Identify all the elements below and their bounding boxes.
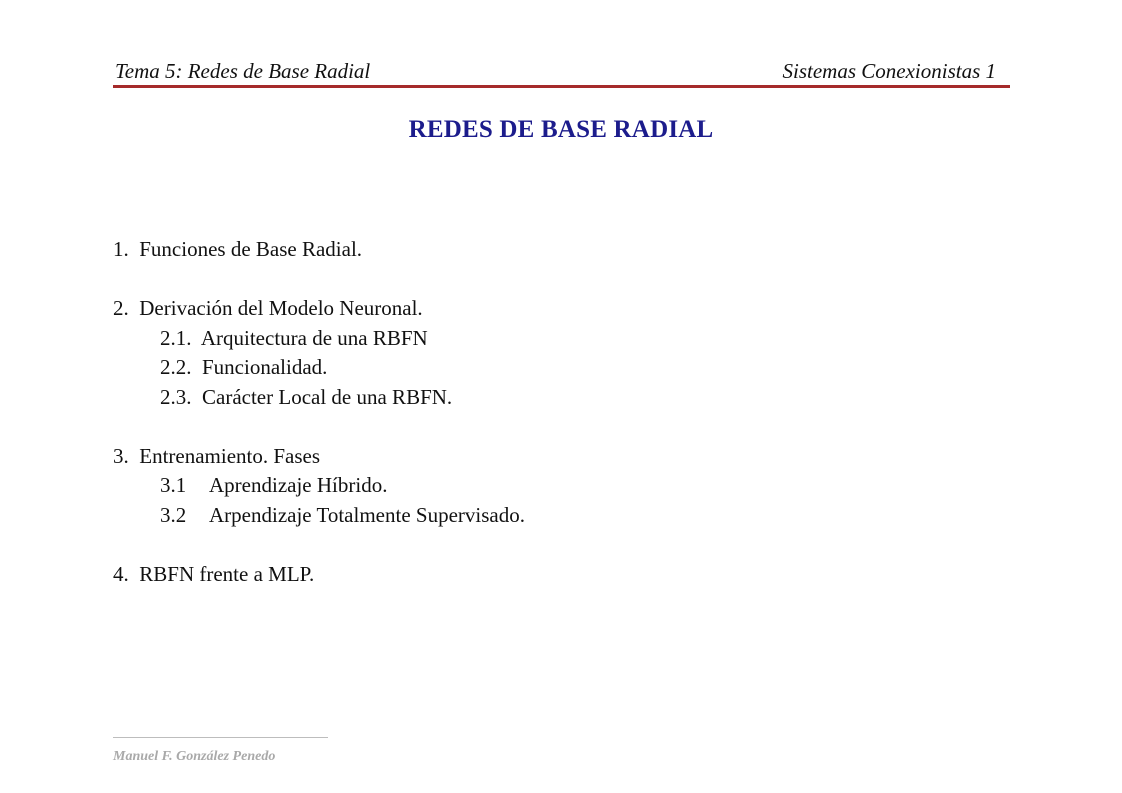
toc-subitem-text: Arquitectura de una RBFN bbox=[200, 325, 428, 350]
page-title: REDES DE BASE RADIAL bbox=[408, 116, 714, 143]
toc-subitem-number: 3.2 bbox=[160, 502, 187, 527]
toc-item-2 bbox=[113, 294, 525, 324]
toc-subitem-2-2 bbox=[113, 353, 525, 383]
toc-item-text: Funciones de Base Radial. bbox=[139, 237, 363, 261]
toc-item-text: Entrenamiento. Fases bbox=[139, 443, 321, 468]
page-header bbox=[113, 57, 1010, 87]
toc-item-number: 2. bbox=[113, 296, 134, 320]
toc-item-number: 1. bbox=[113, 237, 134, 261]
toc-subitem-text: Aprendizaje Híbrido. bbox=[209, 473, 388, 497]
toc-item-number: 4. bbox=[113, 561, 134, 586]
toc-item-text: RBFN frente a MLP. bbox=[139, 561, 315, 586]
toc-item-4 bbox=[113, 560, 525, 590]
toc-subitem-text: Funcionalidad. bbox=[202, 355, 328, 379]
header-divider bbox=[113, 85, 1010, 88]
header-topic: Tema 5: Redes de Base Radial bbox=[115, 59, 371, 83]
toc-subitem-2-1 bbox=[113, 324, 525, 354]
toc-item-number: 3. bbox=[113, 443, 134, 468]
toc-subitem-text: Carácter Local de una RBFN. bbox=[202, 384, 453, 409]
toc-subitem-3-2 bbox=[113, 501, 525, 531]
toc-subitem-number: 3.1 bbox=[160, 473, 187, 497]
toc-subitem-number: 2.2. bbox=[160, 355, 197, 379]
toc-item-text: Derivación del Modelo Neuronal. bbox=[139, 296, 423, 320]
toc-item-1 bbox=[113, 235, 525, 265]
toc-subitem-2-3 bbox=[113, 383, 525, 413]
toc-item-3 bbox=[113, 442, 525, 472]
toc-subitem-number: 2.3. bbox=[160, 384, 197, 409]
footer-divider bbox=[113, 737, 328, 738]
toc-subitem-text: Arpendizaje Totalmente Supervisado. bbox=[209, 502, 525, 527]
footer-author: Manuel F. González Penedo bbox=[113, 749, 276, 764]
toc-subitem-number: 2.1. bbox=[160, 325, 197, 350]
toc-subitem-3-1 bbox=[113, 471, 525, 501]
table-of-contents bbox=[113, 235, 525, 589]
header-course: Sistemas Conexionistas 1 bbox=[782, 59, 996, 83]
